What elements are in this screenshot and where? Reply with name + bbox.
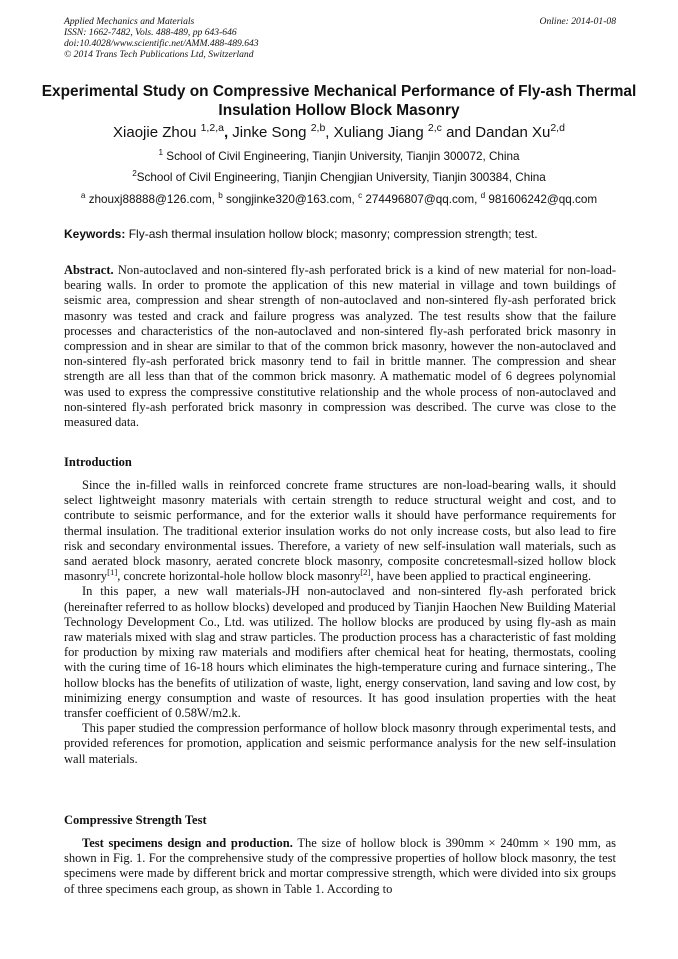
author-sup: 2,c <box>427 122 442 134</box>
affiliation-sup: 2 <box>132 169 137 179</box>
author-name: Jinke Song <box>232 124 307 141</box>
intro-paragraph-1 <box>64 478 616 584</box>
affiliation-text: School of Civil Engineering, Tianjin Chengjian University, Tianjin 300384, China <box>136 171 546 184</box>
abstract <box>64 263 616 430</box>
author-name: Xiaojie Zhou <box>113 124 197 141</box>
keywords <box>64 227 616 242</box>
author-sep: , <box>223 124 233 141</box>
email: 981606242@qq.com <box>488 193 598 206</box>
introduction-heading: Introduction <box>64 455 132 469</box>
email-sup: d <box>480 191 486 201</box>
compressive-text: The size of hollow block is 390mm × 240mm × 190 mm, as shown in Fig. 1. For the comprehensive study of the compressive properties of hollow block masonry, the test specimens were made by different brick and mortar compressive strength, which were divided into six groups of three specimens each group, as shown in Table 1. According to <box>64 836 617 896</box>
keywords-text: Fly-ash thermal insulation hollow block; masonry; compression strength; test. <box>128 227 538 241</box>
compressive-heading: Compressive Strength Test <box>64 813 207 827</box>
email-sup: c <box>358 191 363 201</box>
abstract-label: Abstract. <box>64 263 114 277</box>
intro-p1-text: , have been applied to practical engineering. <box>370 569 592 584</box>
citation: [2] <box>360 567 371 578</box>
author-sup: 2,d <box>550 122 565 134</box>
keywords-label: Keywords: <box>64 227 126 241</box>
affiliation-text: School of Civil Engineering, Tianjin University, Tianjin 300072, China <box>166 150 520 163</box>
email-line <box>40 193 638 207</box>
author-sep: , <box>325 124 334 141</box>
online-date: Online: 2014-01-08 <box>539 16 616 27</box>
citation: [1] <box>107 567 118 578</box>
introduction-body <box>64 478 616 767</box>
affiliation-1 <box>40 150 638 164</box>
email: 274496807@qq.com, <box>365 193 481 206</box>
email: songjinke320@163.com, <box>225 193 359 206</box>
affiliation-sup: 1 <box>158 148 164 158</box>
compressive-body <box>64 836 616 897</box>
doi-line: doi:10.4028/www.scientific.net/AMM.488-489.643 <box>64 38 259 49</box>
affiliation-2 <box>40 171 638 185</box>
author-sep: and <box>441 124 476 141</box>
copyright-line: © 2014 Trans Tech Publications Ltd, Switzerland <box>64 49 254 60</box>
intro-paragraph-2: In this paper, a new wall materials-JH non-autoclaved and non-sintered fly-ash perforated brick (hereinafter referred to as hollow blocks) developed and produced by Tianjin Haochen New Building Material Technology Development Co., Ltd. was utilized. The hollow blocks are produced by using fly-ash as main raw materials mixed with slag and straw particles. The production process has a characteristic of fast molding for production by mixing raw materials and modifiers after chemical heat for heating, thermostats, cooling with the curing time of 16-18 hours which eliminates the high-temperature curing and furnace sintering., The hollow blocks has the benefits of utilization of waste, light, energy conservation, land saving and low cost, by minimizing energy consumption and waste of resources. It has good insulation properties with the heat transfer coefficient of 0.58W/m2.k. <box>64 584 616 721</box>
abstract-text: Non-autoclaved and non-sintered fly-ash perforated brick is a kind of new material for non-load-bearing walls. In order to promote the application of this new material in village and town buildings of seismic area, compression and shear strength of non-autoclaved and non-sintered fly-ash perforated brick masonry was tested and crack and failure progress was analyzed. The test results show that the failure processes and characteristics of the non-autoclaved and non-sintered fly-ash perforated brick masonry in compression and in shear are similar to that of the common brick masonry, however the non-autoclaved and non-sintered fly-ash perforated brick masonry tend to fail in brittle manner. The compression and shear strength are all less than that of the common brick masonry. A mathematic model of 6 degrees polynomial was used to express the compressive constitutive relationship and the whole process of non-autoclaved and non-sintered fly-ash perforated brick masonry in compression was described. The curve was close to the measured data. <box>64 263 616 430</box>
journal-name: Applied Mechanics and Materials <box>64 16 195 27</box>
author-name: Xuliang Jiang <box>333 124 424 141</box>
author-name: Dandan Xu <box>475 124 551 141</box>
author-list <box>40 124 638 142</box>
email-sup: a <box>80 191 86 201</box>
email: zhouxj88888@126.com, <box>88 193 219 206</box>
intro-paragraph-3: This paper studied the compression performance of hollow block masonry through experimental tests, and provided references for promotion, application and seismic performance analysis for the new self-insulation wall materials. <box>64 721 616 766</box>
issn-line: ISSN: 1662-7482, Vols. 488-489, pp 643-646 <box>64 27 237 38</box>
author-sup: 2,b <box>310 122 326 134</box>
subsection-title: Test specimens design and production. <box>82 836 293 850</box>
author-sup: 1,2,a <box>200 122 224 134</box>
email-sup: b <box>218 191 223 201</box>
intro-p1-text: Since the in-filled walls in reinforced concrete frame structures are non-load-bearing walls, it should select lightweight masonry materials with certain strength to reduce structural weight and cost, and to contribute to seismic performance, and for the exterior walls it should have performance requirements for thermal insulation. The traditional exterior insulation works do not only increase costs, but also lead to fire risk and secondary environmental issues. Therefore, a variety of new self-insulation wall materials, such as sand aerated block masonry, aerated concrete block masonry, composite concretesmall-sized hollow block masonry <box>64 478 616 584</box>
journal-header <box>64 16 616 60</box>
intro-p1-text: , concrete horizontal-hole hollow block masonry <box>117 569 361 584</box>
paper-title: Experimental Study on Compressive Mechanical Performance of Fly-ash Thermal Insulation Hollow Block Masonry <box>41 83 637 119</box>
